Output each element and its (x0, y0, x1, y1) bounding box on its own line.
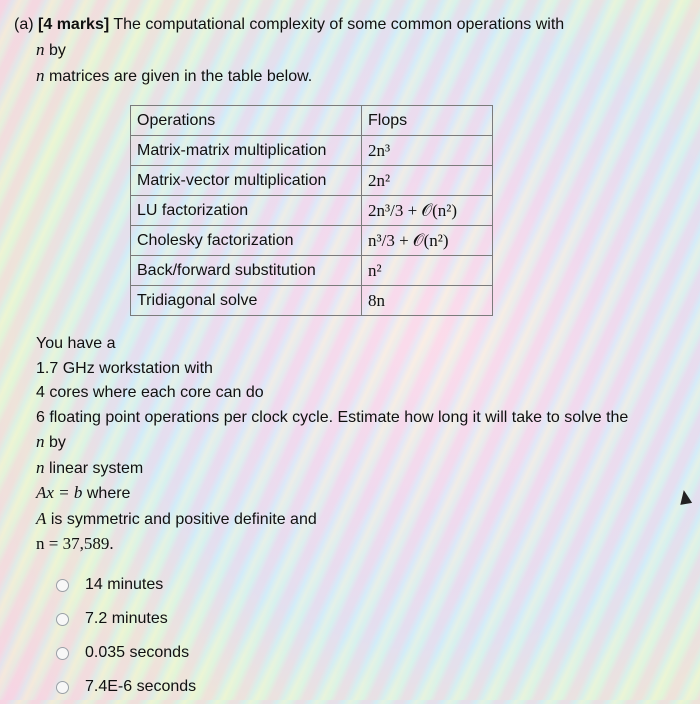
intro-text-1: The computational complexity of some common operations with (113, 16, 565, 33)
n-symbol: n (36, 40, 45, 59)
operation-cell: Tridiagonal solve (131, 286, 362, 316)
radio-button[interactable] (56, 613, 69, 626)
table-row (131, 166, 493, 196)
body-line-1: You have a (36, 335, 116, 352)
body-line-2: 1.7 GHz workstation with (36, 359, 213, 377)
operation-cell: LU factorization (131, 196, 362, 226)
radio-button[interactable] (56, 647, 69, 660)
intro-text-2: matrices are given in the table below. (48, 68, 313, 85)
flops-cell: n³/3 + 𝒪(n²) (362, 226, 493, 256)
body-line-5 (36, 430, 696, 456)
radio-button[interactable] (56, 681, 69, 694)
flops-cell: 8n (362, 286, 493, 316)
table-row (131, 256, 493, 286)
body-line-3: 4 cores where each core can do (36, 384, 264, 401)
operation-cell: Cholesky factorization (131, 226, 362, 256)
n-value-equation: n = 37,589. (36, 534, 114, 553)
answer-option[interactable] (56, 602, 196, 636)
table-row (131, 196, 493, 226)
n-variable: n (36, 457, 45, 477)
answer-option[interactable] (56, 636, 196, 670)
body-line-6 (36, 456, 696, 482)
table-row (131, 286, 493, 316)
option-label: 7.4E-6 seconds (85, 678, 197, 695)
table-row (131, 136, 493, 166)
flops-cell: 2n³/3 + 𝒪(n²) (362, 196, 493, 226)
intro-n-by-line (14, 37, 694, 63)
flops-cell: n² (362, 256, 493, 286)
flops-cell: 2n² (362, 166, 493, 196)
body-line-7 (36, 481, 696, 507)
answer-option[interactable] (56, 568, 196, 602)
answer-options (56, 568, 196, 704)
equation-axb: Ax = b (36, 483, 83, 502)
body-line-9 (36, 532, 696, 558)
question-intro-line (14, 12, 694, 37)
operation-cell: Matrix-matrix multiplication (131, 136, 362, 166)
radio-button[interactable] (56, 579, 69, 592)
linear-system-text: linear system (48, 459, 144, 477)
option-label: 0.035 seconds (85, 644, 190, 661)
a-variable: A (36, 508, 47, 528)
by-text: by (48, 42, 66, 59)
intro-matrices-line (14, 63, 694, 89)
where-text: where (86, 485, 131, 502)
spd-text: is symmetric and positive definite and (50, 510, 317, 528)
operation-cell: Matrix-vector multiplication (131, 166, 362, 196)
header-flops: Flops (362, 106, 493, 136)
complexity-table (130, 105, 493, 316)
operation-cell: Back/forward substitution (131, 256, 362, 286)
body-line-8 (36, 507, 696, 533)
n-symbol-2: n (36, 66, 45, 85)
answer-option[interactable] (56, 670, 196, 704)
body-line-4: 6 floating point operations per clock cycle. Estimate how long it will take to solve the (36, 408, 629, 426)
table-header-row (131, 106, 493, 136)
option-label: 14 minutes (85, 576, 164, 593)
by-text: by (48, 434, 66, 451)
question-header (14, 12, 694, 89)
marks-label: [4 marks] (38, 16, 110, 33)
table-row (131, 226, 493, 256)
problem-statement (36, 332, 696, 558)
n-variable: n (36, 432, 45, 451)
option-label: 7.2 minutes (85, 610, 168, 627)
part-label: (a) (14, 16, 34, 33)
mouse-cursor-icon (678, 489, 692, 505)
flops-cell: 2n³ (362, 136, 493, 166)
header-operations: Operations (131, 106, 362, 136)
